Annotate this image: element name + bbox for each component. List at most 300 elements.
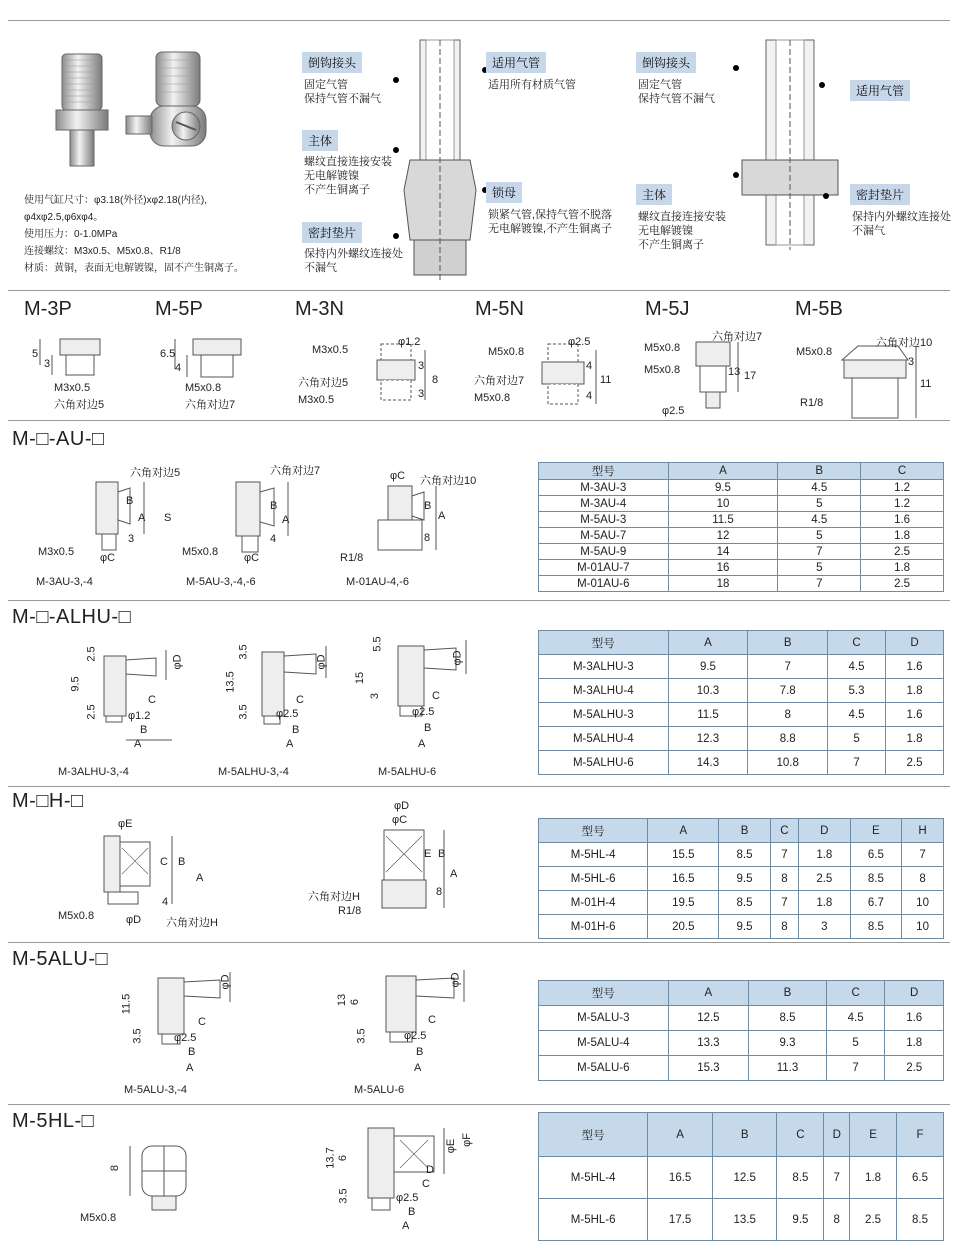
- table-cell: 2.5: [885, 1056, 944, 1081]
- table-cell: 4.5: [826, 1006, 885, 1031]
- dim-label: φD: [219, 974, 232, 990]
- table-cell: 9.5: [777, 1199, 824, 1241]
- dim-label: 4: [586, 360, 593, 372]
- table-row: [539, 1056, 944, 1081]
- au-drawing-2: [232, 478, 302, 558]
- table-cell: 19.5: [648, 891, 719, 915]
- callout-title: 倒钩接头: [636, 52, 696, 73]
- table-cell: M-5ALHU-4: [539, 727, 669, 751]
- top-rule: [8, 20, 950, 21]
- dim-label: C: [160, 856, 168, 868]
- table-header: A: [668, 463, 778, 480]
- spec-line: φ4xφ2.5,φ6xφ4。: [24, 212, 104, 223]
- spec-line: 连接螺纹：M3x0.5、M5x0.8、R1/8: [24, 246, 181, 257]
- dim-label: φ2.5: [568, 336, 591, 348]
- dim-label: 3: [908, 356, 915, 368]
- table-cell: 7.8: [748, 679, 828, 703]
- dim-label: φ2.5: [662, 405, 685, 417]
- table-cell: M-5HL-6: [539, 867, 648, 891]
- table-cell: 1.2: [861, 480, 944, 496]
- dim-label: M5x0.8: [474, 392, 511, 404]
- dim-label: A: [418, 738, 426, 750]
- table-header: D: [824, 1113, 850, 1157]
- table-header: 型号: [539, 631, 669, 655]
- callout-title: 主体: [302, 130, 338, 151]
- table-cell: 12.5: [668, 1006, 749, 1031]
- table-row: [539, 891, 944, 915]
- table-cell: 8: [902, 867, 944, 891]
- section-rule: [8, 942, 950, 943]
- callout-text: 螺纹直接连接安装: [638, 211, 726, 223]
- dim-label: B: [140, 724, 148, 736]
- table-cell: 12.5: [712, 1157, 777, 1199]
- h-spec-table: [538, 818, 944, 939]
- table-row: [539, 528, 944, 544]
- dim-label: φF: [460, 1133, 473, 1147]
- dim-label: A: [186, 1062, 194, 1074]
- model-title: M-5N: [475, 298, 524, 320]
- model-title: M-5J: [645, 298, 690, 320]
- dim-label: M5x0.8: [488, 346, 525, 358]
- dim-label: R1/8: [800, 397, 824, 409]
- table-cell: M-5AU-3: [539, 512, 669, 528]
- table-cell: 7: [778, 544, 861, 560]
- model-title: M-5P: [155, 298, 203, 320]
- dim-label: 15: [354, 671, 367, 685]
- table-header: D: [885, 981, 944, 1006]
- dim-label: B: [424, 500, 432, 512]
- table-cell: 5.3: [828, 679, 886, 703]
- table-cell: 1.6: [885, 1006, 944, 1031]
- dim-label: A: [138, 512, 146, 524]
- dim-label: 11: [920, 378, 932, 390]
- dim-label: 3: [418, 360, 425, 372]
- table-cell: 8.5: [719, 843, 771, 867]
- callout-text: 无电解镀镍: [638, 225, 693, 237]
- dim-label: M5x0.8: [80, 1212, 117, 1224]
- table-header: A: [668, 631, 748, 655]
- au-drawing-3: [376, 482, 456, 562]
- dim-label: φD: [315, 654, 328, 670]
- table-cell: 11.5: [668, 512, 778, 528]
- table-cell: 7: [770, 891, 798, 915]
- callout-text: 不产生铜离子: [638, 239, 704, 251]
- callout-text: 固定气管: [638, 79, 682, 91]
- table-row: [539, 843, 944, 867]
- table-cell: 2.5: [850, 1199, 897, 1241]
- m3p-drawing: [40, 335, 120, 405]
- dim-label: A: [286, 738, 294, 750]
- dim-label: C: [198, 1016, 206, 1028]
- table-cell: 11.3: [749, 1056, 827, 1081]
- table-cell: 17.5: [648, 1199, 713, 1241]
- dim-label: φ2.5: [174, 1032, 197, 1044]
- table-header: A: [648, 819, 719, 843]
- table-header: D: [886, 631, 944, 655]
- dim-label: 4: [175, 362, 182, 374]
- table-cell: 7: [778, 576, 861, 592]
- table-row: [539, 544, 944, 560]
- dim-label: M5x0.8: [182, 546, 219, 558]
- m5b-drawing: [838, 340, 918, 420]
- dim-label: M5x0.8: [644, 342, 681, 354]
- dim-label: M3x0.5: [38, 546, 75, 558]
- dim-label: 5.5: [371, 636, 384, 652]
- table-cell: 4.5: [828, 703, 886, 727]
- table-cell: 16.5: [648, 1157, 713, 1199]
- table-cell: M-01H-4: [539, 891, 648, 915]
- model-title: M-3N: [295, 298, 344, 320]
- dim-label: φ2.5: [396, 1192, 419, 1204]
- section-title: M-5HL-□: [12, 1110, 95, 1132]
- dim-label: 3.5: [337, 1188, 350, 1204]
- table-cell: 1.8: [799, 891, 851, 915]
- callout-text: 固定气管: [304, 79, 348, 91]
- table-cell: M-5HL-4: [539, 1157, 648, 1199]
- dim-label: 六角对边H: [308, 891, 360, 903]
- table-cell: 11.5: [668, 703, 748, 727]
- table-cell: 7: [826, 1056, 885, 1081]
- drawing-caption: M-3ALHU-3,-4: [58, 766, 129, 778]
- dim-label: φ1.2: [398, 336, 421, 348]
- dim-label: φD: [126, 914, 142, 926]
- table-row: [539, 867, 944, 891]
- table-row: [539, 1006, 944, 1031]
- table-cell: 1.8: [799, 843, 851, 867]
- dim-label: C: [432, 690, 440, 702]
- drawing-caption: M-01AU-4,-6: [346, 576, 409, 588]
- table-cell: 5: [778, 496, 861, 512]
- dim-label: φC: [390, 470, 406, 482]
- model-title: M-3P: [24, 298, 72, 320]
- table-cell: 1.8: [861, 560, 944, 576]
- table-cell: 6.5: [897, 1157, 944, 1199]
- dim-label: B: [126, 495, 134, 507]
- dim-label: 13: [728, 366, 741, 378]
- dim-label: M3x0.5: [298, 394, 335, 406]
- dim-label: C: [148, 694, 156, 706]
- dim-label: 六角对边7: [712, 331, 763, 343]
- table-cell: 9.5: [668, 480, 778, 496]
- dim-label: A: [450, 868, 458, 880]
- table-header: C: [861, 463, 944, 480]
- table-cell: 10: [902, 891, 944, 915]
- table-cell: 10.3: [668, 679, 748, 703]
- dim-label: 3.5: [355, 1028, 368, 1044]
- table-header: 型号: [539, 463, 669, 480]
- dim-label: A: [402, 1220, 410, 1232]
- callout-title: 适用气管: [850, 80, 910, 101]
- table-cell: 7: [748, 655, 828, 679]
- table-cell: 8: [770, 915, 798, 939]
- h-drawing-1: [100, 826, 210, 926]
- table-cell: 2.5: [861, 544, 944, 560]
- table-cell: 1.8: [886, 727, 944, 751]
- hl-spec-table: [538, 1112, 944, 1241]
- table-cell: M-5ALHU-6: [539, 751, 669, 775]
- table-cell: M-3AU-3: [539, 480, 669, 496]
- callout-text: 无电解镀镍,不产生铜离子: [488, 223, 613, 235]
- table-header: C: [770, 819, 798, 843]
- table-cell: 8.5: [850, 915, 902, 939]
- dim-label: M5x0.8: [796, 346, 833, 358]
- table-cell: 8.5: [777, 1157, 824, 1199]
- callout-text: 保持气管不漏气: [304, 93, 381, 105]
- section-rule: [8, 420, 950, 421]
- table-header: H: [902, 819, 944, 843]
- table-header: B: [749, 981, 827, 1006]
- callout-title: 密封垫片: [850, 184, 910, 205]
- table-cell: 15.5: [648, 843, 719, 867]
- table-row: [539, 1031, 944, 1056]
- table-cell: 10: [668, 496, 778, 512]
- table-header: A: [648, 1113, 713, 1157]
- table-cell: 5: [778, 560, 861, 576]
- drawing-caption: M-5ALHU-3,-4: [218, 766, 289, 778]
- table-cell: M-01AU-6: [539, 576, 669, 592]
- table-cell: 8: [748, 703, 828, 727]
- table-row: [539, 679, 944, 703]
- dim-label: A: [134, 738, 142, 750]
- alu-spec-table: [538, 980, 944, 1081]
- dim-label: 4: [162, 896, 169, 908]
- callout-text: 不漏气: [852, 225, 885, 237]
- table-cell: 8.5: [850, 867, 902, 891]
- dim-label: 6: [337, 1154, 350, 1162]
- table-cell: M-01H-6: [539, 915, 648, 939]
- drawing-caption: M-3AU-3,-4: [36, 576, 93, 588]
- section-drawing-a: [380, 40, 500, 280]
- dim-label: 8: [424, 532, 431, 544]
- dim-label: A: [414, 1062, 422, 1074]
- dim-label: B: [178, 856, 186, 868]
- dim-label: 六角对边H: [166, 917, 218, 929]
- dim-label: 5: [32, 348, 39, 360]
- callout-text: 螺纹直接连接安装: [304, 156, 392, 168]
- table-cell: 8: [770, 867, 798, 891]
- table-cell: 8.8: [748, 727, 828, 751]
- table-cell: 15.3: [668, 1056, 749, 1081]
- table-row: [539, 655, 944, 679]
- dim-label: 六角对边7: [474, 375, 525, 387]
- dim-label: M3x0.5: [312, 344, 349, 356]
- dim-label: B: [416, 1046, 424, 1058]
- table-cell: 4.5: [778, 512, 861, 528]
- callout-text: 保持气管不漏气: [638, 93, 715, 105]
- table-cell: 14: [668, 544, 778, 560]
- model-title: M-5B: [795, 298, 843, 320]
- dim-label: S: [164, 512, 172, 524]
- table-cell: 16.5: [648, 867, 719, 891]
- dim-label: 六角对边7: [270, 465, 321, 477]
- table-row: [539, 1199, 944, 1241]
- table-cell: 8.5: [719, 891, 771, 915]
- table-cell: 13.5: [712, 1199, 777, 1241]
- table-header: 型号: [539, 1113, 648, 1157]
- callout-text: 保持内外螺纹连接处: [852, 211, 951, 223]
- table-cell: 10.8: [748, 751, 828, 775]
- dim-label: 3.5: [237, 644, 250, 660]
- dim-label: D: [426, 1164, 434, 1176]
- table-header: E: [850, 819, 902, 843]
- m3n-drawing: [375, 340, 435, 410]
- dim-label: 13: [336, 993, 349, 1007]
- table-cell: 6.7: [850, 891, 902, 915]
- dim-label: 13.7: [324, 1147, 337, 1169]
- table-row: [539, 496, 944, 512]
- table-header: 型号: [539, 819, 648, 843]
- dim-label: 13.5: [224, 671, 237, 693]
- dim-label: R1/8: [340, 552, 364, 564]
- table-cell: 5: [778, 528, 861, 544]
- table-cell: 12: [668, 528, 778, 544]
- table-header: B: [778, 463, 861, 480]
- spec-line: 材质：黄铜，表面无电解镀镍，固不产生铜离子。: [24, 263, 244, 274]
- section-title: M-□-AU-□: [12, 428, 105, 450]
- fittings-photo: [40, 48, 250, 188]
- table-cell: 12.3: [668, 727, 748, 751]
- dim-label: 9.5: [69, 676, 82, 692]
- dim-label: φD: [451, 650, 464, 666]
- table-row: [539, 915, 944, 939]
- alhu-spec-table: [538, 630, 944, 775]
- table-cell: M-3AU-4: [539, 496, 669, 512]
- table-row: [539, 727, 944, 751]
- table-cell: 9.5: [668, 655, 748, 679]
- table-cell: 5: [826, 1031, 885, 1056]
- dim-label: 11: [600, 374, 612, 386]
- dim-label: 六角对边10: [876, 337, 933, 349]
- dim-label: φ1.2: [128, 710, 151, 722]
- table-cell: 7: [828, 751, 886, 775]
- table-cell: 9.5: [719, 867, 771, 891]
- table-cell: 1.6: [861, 512, 944, 528]
- dim-label: φ2.5: [412, 706, 435, 718]
- table-cell: M-5ALU-6: [539, 1056, 669, 1081]
- dim-label: M5x0.8: [644, 364, 681, 376]
- drawing-caption: M-5AU-3,-4,-6: [186, 576, 256, 588]
- h-drawing-2: [378, 812, 458, 922]
- dim-label: 6.5: [160, 348, 176, 360]
- table-cell: M-5AU-7: [539, 528, 669, 544]
- section-rule: [8, 786, 950, 787]
- dim-label: φ2.5: [276, 708, 299, 720]
- table-row: [539, 1157, 944, 1199]
- table-cell: 2.5: [861, 576, 944, 592]
- dim-label: E: [424, 848, 432, 860]
- dim-label: 8: [432, 374, 439, 386]
- spec-line: 使用气缸尺寸：φ3.18(外径)xφ2.18(内径),: [24, 195, 207, 206]
- callout-title: 主体: [636, 184, 672, 205]
- au-spec-table: [538, 462, 944, 592]
- m5p-drawing: [175, 335, 255, 405]
- table-cell: 5: [828, 727, 886, 751]
- dim-label: φE: [445, 1138, 458, 1154]
- table-cell: 16: [668, 560, 778, 576]
- dim-label: M5x0.8: [185, 382, 222, 394]
- dim-label: 六角对边7: [185, 399, 236, 411]
- dim-label: φC: [392, 814, 408, 826]
- table-cell: M-5HL-6: [539, 1199, 648, 1241]
- section-rule: [8, 290, 950, 291]
- dim-label: A: [196, 872, 204, 884]
- callout-text: 不漏气: [304, 262, 337, 274]
- table-cell: 20.5: [648, 915, 719, 939]
- dim-label: 3.5: [131, 1028, 144, 1044]
- dim-label: 六角对边5: [54, 399, 105, 411]
- section-title: M-5ALU-□: [12, 948, 109, 970]
- table-row: [539, 703, 944, 727]
- callout-title: 倒钩接头: [302, 52, 362, 73]
- dim-label: φD: [394, 800, 410, 812]
- table-header: D: [799, 819, 851, 843]
- table-cell: 8.5: [897, 1199, 944, 1241]
- dim-label: φC: [100, 552, 116, 564]
- table-header: F: [897, 1113, 944, 1157]
- callout-text: 不产生铜离子: [304, 184, 370, 196]
- table-row: [539, 560, 944, 576]
- dim-label: 2.5: [85, 704, 98, 720]
- dim-label: M5x0.8: [58, 910, 95, 922]
- table-header: B: [719, 819, 771, 843]
- section-title: M-□-ALHU-□: [12, 606, 132, 628]
- table-cell: 8: [824, 1199, 850, 1241]
- table-row: [539, 576, 944, 592]
- table-header: C: [777, 1113, 824, 1157]
- au-drawing-1: [90, 478, 160, 558]
- table-cell: 2.5: [886, 751, 944, 775]
- dim-label: 17: [744, 370, 757, 382]
- table-cell: 1.8: [885, 1031, 944, 1056]
- table-header: B: [748, 631, 828, 655]
- drawing-caption: M-5ALU-6: [354, 1084, 405, 1096]
- callout-text: 适用所有材质气管: [488, 79, 576, 91]
- table-cell: 9.5: [719, 915, 771, 939]
- callout-text: 锁紧气管,保持气管不脱落: [488, 209, 613, 221]
- dim-label: 六角对边5: [298, 377, 349, 389]
- table-cell: 4.5: [778, 480, 861, 496]
- dim-label: 六角对边5: [130, 467, 181, 479]
- dim-label: φ2.5: [404, 1030, 427, 1042]
- dim-label: 8: [109, 1164, 122, 1172]
- table-header: C: [828, 631, 886, 655]
- dim-label: B: [292, 724, 300, 736]
- dim-label: 3.5: [237, 704, 250, 720]
- table-header: E: [850, 1113, 897, 1157]
- table-cell: 7: [824, 1157, 850, 1199]
- table-cell: M-3ALHU-4: [539, 679, 669, 703]
- table-cell: 2.5: [799, 867, 851, 891]
- section-title: M-□H-□: [12, 790, 84, 812]
- dim-label: 2.5: [85, 646, 98, 662]
- table-cell: 7: [770, 843, 798, 867]
- dim-label: B: [424, 722, 432, 734]
- spec-line: 使用压力：0-1.0MPa: [24, 229, 118, 240]
- table-header: C: [826, 981, 885, 1006]
- dim-label: 4: [586, 390, 593, 402]
- dim-label: C: [428, 1014, 436, 1026]
- dim-label: 11.5: [120, 993, 133, 1015]
- callout-title: 锁母: [486, 182, 522, 203]
- dim-label: 3: [44, 358, 51, 370]
- section-rule: [8, 600, 950, 601]
- dim-label: φC: [244, 552, 260, 564]
- table-cell: 10: [902, 915, 944, 939]
- dim-label: φD: [171, 654, 184, 670]
- table-cell: 4.5: [828, 655, 886, 679]
- table-cell: 1.6: [886, 655, 944, 679]
- dim-label: R1/8: [338, 905, 362, 917]
